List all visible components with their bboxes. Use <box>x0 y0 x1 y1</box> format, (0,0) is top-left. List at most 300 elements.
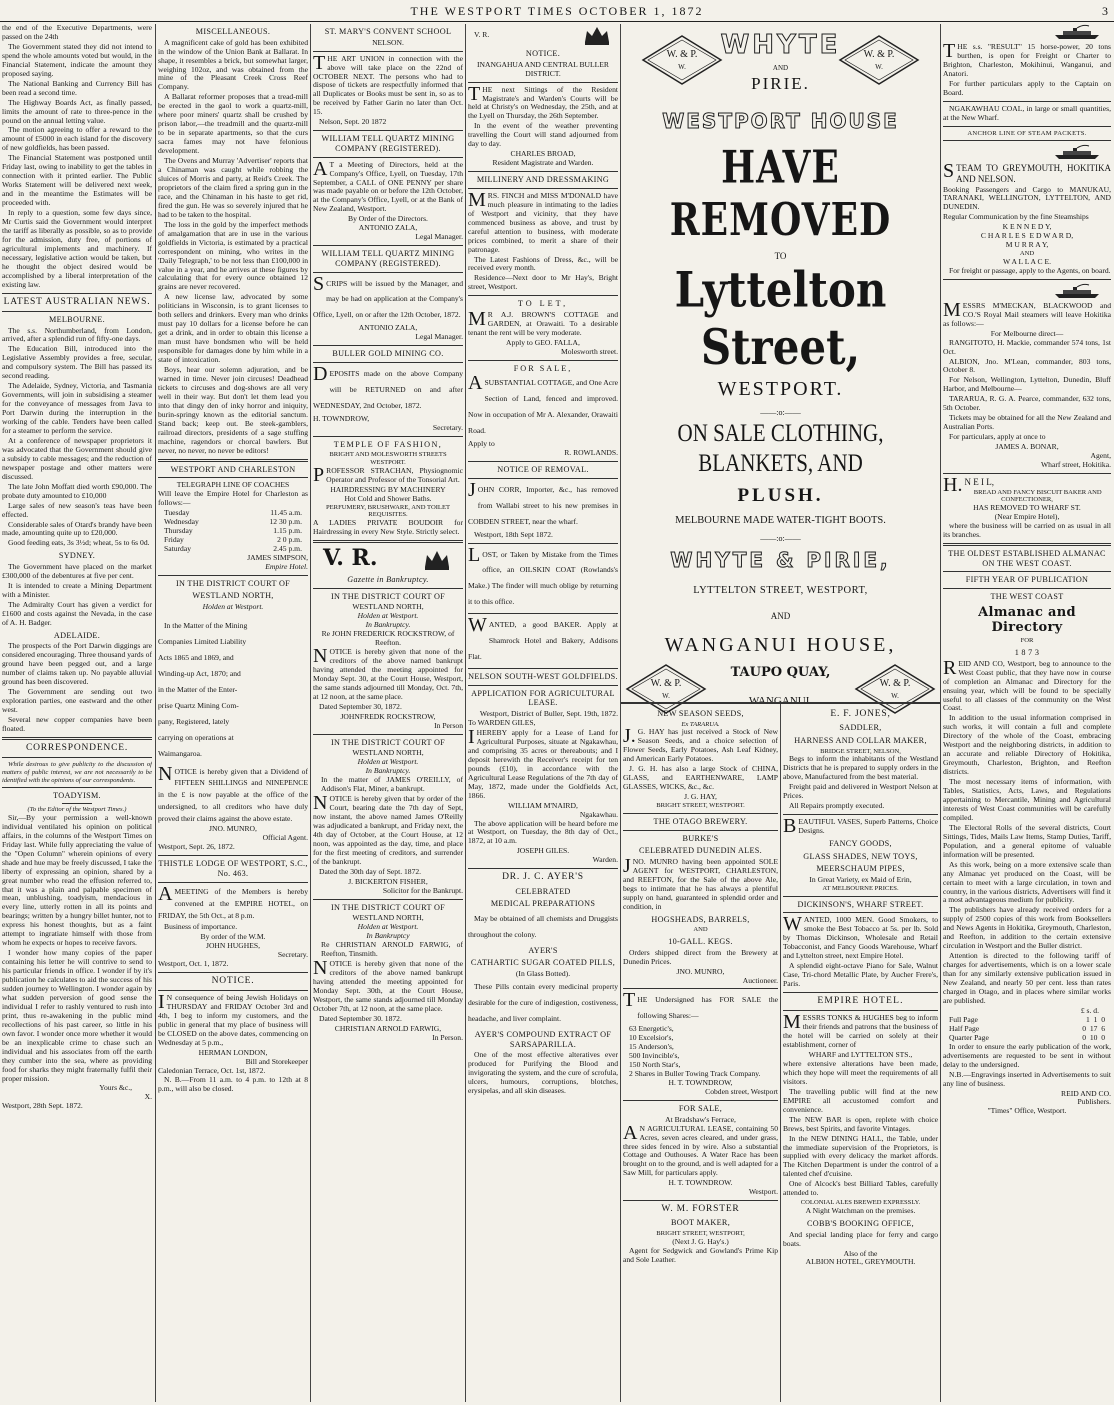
ad-signature: CHRISTIAN ARNOLD FARWIG, <box>334 1023 442 1033</box>
page-number: 3 <box>1102 4 1108 18</box>
ad-text: All Repairs promptly executed. <box>789 801 885 811</box>
masthead <box>0 0 1114 22</box>
letter-date: Westport, 28th Sept. 1872. <box>2 1101 83 1111</box>
ad-text: For particulars, apply at once to <box>949 432 1046 442</box>
ad-text: Also of the <box>843 1248 878 1258</box>
share-item: 150 North Star's, <box>629 1060 681 1070</box>
ad-text: COLONIAL ALES BREWED EXPRESSLY. <box>800 1199 921 1207</box>
letter-heading: TOADYISM. <box>53 791 101 801</box>
second-store-street: TAUPO QUAY, <box>730 665 831 681</box>
ad-subheading: COBB'S BOOKING OFFICE, <box>806 1218 915 1228</box>
divider <box>943 101 1111 102</box>
ad-text: To WARDEN GILES, <box>468 718 536 728</box>
sale-boots: MELBOURNE MADE WATER-TIGHT BOOTS. <box>675 515 886 527</box>
ad-text: HAIRDRESSING BY MACHINERY <box>330 484 446 494</box>
divider <box>2 293 152 294</box>
headline-street: Lyttelton Street, <box>674 261 887 376</box>
notice-text: THE next Sittings of the Resident Magistrate's and Warden's Courts will be held at Christy's on Wednesday, the 25th, and at the Lyell on Thursday, the 26th September. <box>468 82 618 121</box>
divider <box>468 82 618 83</box>
ad-heading: FOR SALE, <box>678 1103 723 1113</box>
ad-signature-role: Legal Manager. <box>415 232 463 242</box>
news-paragraph: The Government have placed on the market £300,000 of the debentures at five per cent. <box>2 562 152 581</box>
ad-text: Apply to <box>468 439 495 449</box>
ad-subheading: At Bradshaw's Ferrace, <box>665 1114 736 1124</box>
court-heading: IN THE DISTRICT COURT OF <box>330 591 446 601</box>
column-rule <box>465 24 466 1402</box>
ad-text: (In Glass Botted). <box>515 969 571 979</box>
ad-heading: TO LET, <box>517 299 569 309</box>
ship-name: W A L L A C E. <box>1002 256 1052 266</box>
ad-text: The travelling public will find at the new EMPIRE all accustomed comfort and convenience. <box>783 1086 938 1114</box>
ad-signature-role: Publishers. <box>1077 1097 1111 1107</box>
divider <box>468 188 618 189</box>
news-paragraph: At a conference of newspaper proprietors it was advocated that the Government should give a subsidy to cable messages; and the reduction of newspaper postage and other matters were discussed. <box>2 435 152 481</box>
divider <box>313 245 463 246</box>
ad-signature: ANTONIO ZALA, <box>358 223 418 233</box>
divider <box>2 757 152 758</box>
court-subheading: In Bankruptcy. <box>365 766 411 776</box>
divider <box>313 272 463 273</box>
timetable-day: Saturday <box>164 543 191 553</box>
ad-signature: JNO. MUNRO, <box>209 824 257 834</box>
news-paragraph: The Admiralty Court has given a verdict for £1600 and costs against the Nevada, in the case of A. H. Badger. <box>2 599 152 627</box>
ad-subheading: Ex TARARUA. <box>681 720 720 728</box>
court-text: in the Matter of the Enter- <box>158 684 238 694</box>
ad-text: A splendid eight-octave Piano for Sale, Walnut Case, Tri-chord Metallic Plate, by Aucher Frere's, Paris. <box>783 961 938 989</box>
ad-signature: WILLIAM M'NAIRD, <box>508 800 578 810</box>
news-paragraph: The motion agreeing to offer a reward to the amount of £5000 in each island for the discovery of new goldfields, has been passed. <box>2 125 152 153</box>
ad-text: By Order of the Directors. <box>348 214 428 224</box>
ad-heading: NOTICE OF REMOVAL. <box>497 465 589 475</box>
divider <box>158 972 308 973</box>
price-label: Full Page <box>949 1014 978 1024</box>
ad-heading: BULLER GOLD MINING CO. <box>332 349 444 359</box>
court-subheading: Holden at Westport. <box>202 602 264 612</box>
divider <box>313 734 463 735</box>
ad-subheading: BRIGHT AND MOLESWORTH STREETS <box>329 451 447 459</box>
brand-name: PIRIE. <box>751 74 810 93</box>
divider <box>623 813 778 814</box>
column-3 <box>313 24 463 1402</box>
timetable-day: Thursday <box>164 525 193 535</box>
ad-subheading: THE WEST COAST <box>990 591 1064 601</box>
court-subheading: Holden at Westport. <box>357 611 419 621</box>
news-paragraph: The prospects of the Port Darwin diggings are considered encouraging. Three thousand yards of ground have been pegged out, and a large number of claims taken up. No payable alluvial ground has been discovered. <box>2 641 152 687</box>
ad-signature: JOHNFREDK ROCKSTROW, <box>340 711 436 721</box>
court-subheading: In Bankruptcy <box>366 931 410 941</box>
divider <box>623 1100 778 1101</box>
divider <box>313 588 463 589</box>
ad-signature-role: Legal Manager. <box>415 332 463 342</box>
ad-text: ALBION, Jno. M'Lean, commander, 803 tons, October 8. <box>943 356 1111 375</box>
ad-text: Agent for Sedgwick and Gowland's Prime Kip and Sole Leather. <box>623 1245 778 1264</box>
ad-subheading: BOOT MAKER, <box>670 1218 731 1228</box>
price-value: 0 10 0 <box>1082 1032 1105 1042</box>
ad-text: J.G. HAY has just received a Stock of New Season Seeds, and a choice selection of Flower Seeds, Early Potatoes, Ash Leaf Kidney, and American Early Potatoes. <box>623 725 778 764</box>
divider <box>158 882 308 883</box>
news-paragraph: The Government stated they did not intend to spend the whole amounts voted but would, in the Financial Statement, indicate the amount they proposed saying. <box>2 41 152 78</box>
ad-text: And special landing place for ferry and cargo boats. <box>783 1229 938 1248</box>
divider <box>313 157 463 158</box>
ad-date: Nelson, Sept. 20 1872 <box>319 117 387 127</box>
divider <box>783 992 938 993</box>
ad-heading: TEMPLE OF FASHION, <box>333 439 443 449</box>
ad-address: Wharf street, Hokitika. <box>1040 460 1111 470</box>
ad-text: LOST, or Taken by Mistake from the Times office, an OILSKIN COAT (Rowlands's Make.) The finder will much oblige by returning it to this office. <box>468 543 618 607</box>
second-store: WANGANUI HOUSE, <box>664 633 897 656</box>
ad-text: MESSRS TONKS & HUGHES beg to inform their friends and patrons that the business of the hotel will be carried on solely at their establishment, corner of <box>783 1011 938 1050</box>
news-paragraph: In reply to a question, some few days since, Mr Curtis said the Government would interpret the tariff as liberally as possible, so as to provide for the admission, duty free, of portions of agricultural implements and machinery. If necessary, legislative action would be taken, but he thought the object desired would be accomplished by a liberal interpretation of the existing law. <box>2 208 152 289</box>
ad-text: MRS. FINCH and MISS M'DONALD have much pleasure in intimating to the ladies of Westport and vicinity, that they have commenced business as above, and trust by careful attention to business, with moderate prices combined, to merit a share of their patronage. <box>468 188 618 254</box>
newspaper-title: THE WESTPORT TIMES OCTOBER 1, 1872 <box>410 4 704 18</box>
divider <box>943 126 1111 127</box>
ad-text: Begs to inform the inhabitants of the Westland Districts that he is prepared to supply orders in the above, Manufactured from the best material. <box>783 754 938 782</box>
ad-heading: FOR SALE, <box>513 363 573 373</box>
column-4 <box>468 24 618 1402</box>
ad-subheading: MEERSCHAUM PIPES, <box>816 864 905 874</box>
timetable-time: 2 0 p.m. <box>277 534 302 544</box>
brand-address: LYTTELTON STREET, WESTPORT, <box>693 584 868 596</box>
court-text: Re CHRISTIAN ARNOLD FARWIG, of Reefton, Tinsmith. <box>321 940 463 959</box>
ad-text: The above application will be heard before me at Westport, on Tuesday, the 8th day of Oct., 1872, at 10 a.m. <box>468 818 618 846</box>
ad-signature: J. G. HAY, <box>684 792 717 802</box>
ad-text: SCRIPS will be issued by the Manager, and may be had on application at the Company's Office, Lyell, on or after the 12th October, 1872. <box>313 272 463 320</box>
royal-cypher: V. R. <box>474 29 490 39</box>
divider <box>783 912 938 913</box>
court-heading: IN THE DISTRICT COURT OF <box>330 737 446 747</box>
ad-heading: DR. J. C. AYER'S <box>502 872 584 883</box>
ad-subheading: CELEBRATED <box>515 886 571 896</box>
ad-heading: NELSON SOUTH-WEST GOLDFIELDS. <box>468 672 618 682</box>
ad-signature: ANTONIO ZALA, <box>358 323 418 333</box>
ad-text: The most necessary items of information, with Tables, Statistics, Acts, Laws, and Regulations appertaining to Mercantile, Mining and Agricultural interests of West Coast communities will be carefully compiled. <box>943 777 1111 822</box>
ad-text: The NEW BAR is open, replete with choice Brews, best Spirits, and favorite Vintages. <box>783 1114 938 1133</box>
divider <box>158 855 308 856</box>
ad-heading: THE OTAGO BREWERY. <box>653 816 748 826</box>
notice-text: IN consequence of being Jewish Holidays on THURSDAY and FRIDAY October 3rd and 4th, I beg to inform my customers, and the public in general that my place of business will be CLOSED on the above dates, commencing on Wednesday at 5 p.m., <box>158 991 308 1047</box>
divider <box>313 362 463 363</box>
ad-heading: W. M. FORSTER <box>661 1204 740 1215</box>
divider <box>158 990 308 991</box>
ad-text: May be obtained of all chemists and Druggists throughout the colony. <box>468 913 618 939</box>
divider <box>158 459 308 462</box>
ad-subheading: SADDLER, <box>839 723 882 733</box>
divider <box>468 668 618 669</box>
divider <box>943 140 1111 141</box>
divider <box>158 575 308 576</box>
ship-name: M U R R A Y, <box>1005 240 1049 250</box>
notice-text: NOTICE is hereby given that a Dividend of FIFTEEN SHILLINGS and NINEPENCE in the £ is now payable at the office of the undersigned, to all creditors who have duly proved their claims against the above estate. <box>158 762 308 823</box>
divider <box>943 543 1111 546</box>
ad-text: In the NEW DINING HALL, the Table, under the immediate supervision of the Proprietors, is supplied with every delicacy the market affords. The Kitchen Department is under the control of a talented chef d'cuisine. <box>783 1133 938 1179</box>
news-paragraph: The Adelaide, Sydney, Victoria, and Tasmania Governments, will join in subsidising a steamer for the conveyance of messages from Java to Port Darwin during the interruption in the working of the cable. Tenders have been called for a steamer to perform the service. <box>2 381 152 435</box>
ad-text: MESSRS M'MECKAN, BLACKWOOD and CO.'S Royal Mail steamers will leave Hokitika as follows:— <box>943 298 1111 328</box>
ad-signature: H. TOWNDROW, <box>313 413 370 423</box>
ad-heading: WILLIAM TELL QUARTZ MINING COMPANY (REGISTERED). <box>321 249 455 268</box>
ad-signature-role: Resident Magistrate and Warden. <box>492 158 594 168</box>
ad-address: "Times" Office, Westport. <box>987 1106 1067 1116</box>
ad-heading: MILLINERY AND DRESSMAKING <box>476 175 610 185</box>
ad-text: These Pills contain every medicinal property desirable for the cure of indigestion, costiveness, headache, and liver complaint. <box>468 982 618 1023</box>
brand-and: AND <box>772 64 789 72</box>
court-text: NOTICE is hereby given that none of the creditors of the above named bankrupt having attended the meeting appointed for Monday Sept. 30th, at the Court House, Westport, the same stands adjourned till Monday October 7th, at 12 noon, at the same place. <box>313 957 463 1013</box>
ad-text: STEAM TO GREYMOUTH, HOKITIKA AND NELSON. <box>943 160 1111 184</box>
ad-text: AN AGRICULTURAL LEASE, containing 50 Acres, seven acres cleared, and under grass, three sides fenced in by wire. Also a substantial Cottage and Outhouses. A Water Race has been brought on to the ground, and is well adapted for a Saw Mill, for particulars apply. <box>623 1121 778 1178</box>
ad-date: Westport, 18th Sept 1872. <box>474 529 553 539</box>
ad-text: TARARUA, R. G. A. Pearce, commander, 632 tons, 5th October. <box>943 394 1111 413</box>
divider <box>468 461 618 462</box>
ad-heading: NOTICE. <box>525 49 561 58</box>
share-item: 500 Invincible's, <box>629 1051 680 1061</box>
ad-address: BRIGHT STREET, WESTPORT, <box>656 1230 745 1238</box>
ad-text: IHEREBY apply for a Lease of Land for Agricultural Purposes, situate at Ngakawhau, and comprising 35 acres or thereabouts; and I deposit herewith the Receiver's receipt for ten pounds (£10), in accordance with the Agricultural Lease Regulations of the 7th day of May, 1872, made under the Goldfields Act, 1866. <box>468 726 618 800</box>
badge-text: W. & P. <box>650 678 682 690</box>
steamer-icon <box>1053 24 1103 40</box>
ad-text: BEAUTIFUL VASES, Superb Patterns, Choice Designs. <box>783 815 938 838</box>
divider <box>468 613 618 614</box>
ad-signature-role: Warden. <box>592 855 618 865</box>
ad-text: where the business will be carried on as usual in all its branches. <box>943 521 1111 539</box>
ad-signature-role: Secretary. <box>277 949 308 959</box>
sale-plush: PLUSH. <box>737 484 824 506</box>
court-text: NOTICE is hereby given that none of the creditors of the above named bankrupt having attended the meeting appointed for Monday Sept. 30, at the Court House, Westport, the same stands adjourned till Monday, Oct. 7th, at 12 noon, at the same place. <box>313 645 463 701</box>
ad-text: For Melbourne direct— <box>990 328 1064 338</box>
ad-text: REID AND CO, Westport, beg to announce to the West Coast public, that they have now in course of completion an Almanac and Directory for the ensuing year, which will be found to be specially useful to all classes of the community on the West Coast. <box>943 656 1111 713</box>
divider <box>313 540 463 543</box>
court-text: Acts 1865 and 1869, and <box>158 652 234 662</box>
court-heading: WESTLAND NORTH, <box>192 591 274 601</box>
store-name: WESTPORT HOUSE <box>662 109 899 133</box>
ship-name: C H A R L E S E D W A R D, <box>980 231 1074 241</box>
ad-date: Dated September 30. 1872. <box>319 1013 402 1023</box>
column-rule <box>620 24 621 1402</box>
divider <box>158 477 308 478</box>
notice-text: In the event of the weather preventing travelling the Court will stand adjourned from day to day. <box>468 121 618 149</box>
ad-heading: APPLICATION FOR AGRICULTURAL LEASE. <box>471 688 615 708</box>
ad-heading: ANCHOR LINE OF STEAM PACKETS. <box>967 129 1087 137</box>
ad-text: THE ART UNION in connection with the above will take place on the 22nd of OCTOBER NEXT. The persons who had to dispose of tickets are respectfully informed that all Duplicates or Books must be sent in, so as to be received by Father Garin no later than Oct. 15. <box>313 51 463 117</box>
ad-text: PROFESSOR STRACHAN, Physiognomic Operator and Professor of the Tonsorial Art. <box>313 463 463 486</box>
price-table-header: £ s. d. <box>1080 1005 1099 1015</box>
letter-address: (To the Editor of the Westport Times.) <box>27 806 127 814</box>
ad-address: Westport. <box>748 1187 778 1197</box>
subheading: SYDNEY. <box>58 551 96 561</box>
ad-subheading: ALBION HOTEL, GREYMOUTH. <box>805 1257 916 1267</box>
court-text: carrying on operations at <box>158 732 234 742</box>
ad-signature-role: Agent, <box>1090 451 1111 461</box>
news-paragraph: A Ballarat reformer proposes that a tread-mill be erected in the gaol to work a quartz-mill, where poor miners' quartz shall be crushed by prison labor,—the treadmill and the quartz-mill to be in separate apartments, so that the curs sacra fames may not have felonious development. <box>158 92 308 156</box>
royal-cypher: V. R. <box>323 545 378 572</box>
divider <box>468 543 618 544</box>
news-paragraph: Good feeding eats, 3s 3½d; wheat, 5s to 6s 0d. <box>8 538 150 548</box>
notice-text: N. B.—From 11 a.m. to 4 p.m. to 12th at 8 p.m., will also be closed. <box>158 1074 308 1093</box>
headline-to: TO <box>774 250 787 261</box>
divider <box>623 1200 778 1201</box>
ad-signature-role: Ngakawhau. <box>579 809 618 819</box>
section-heading: MISCELLANEOUS. <box>195 27 271 36</box>
news-paragraph: The Government are sending out two exploration parties, one eastward and the other west. <box>2 687 152 715</box>
timetable-day: Wednesday <box>164 517 199 526</box>
ad-text: The publishers have already received orders for a supply of 2500 copies of this work from Booksellers and News Agents in Hokitika, Greymouth, Charleston, and Reefton, in addition to the certain extensive circulation in Westport and the Buller district. <box>943 905 1111 951</box>
subheading: ADELAIDE. <box>53 630 101 640</box>
ad-signature-role: Auctioneer. <box>742 975 778 985</box>
column-rule <box>940 24 941 1402</box>
ad-text: Attention is directed to the following tariff of charges for advertisements, which is on a lower scale than for any similarly extensive publication issued in New Zealand, and nearly 50 per cent. less than rates charged in Otago, and in places where similar works are published. <box>943 951 1111 1005</box>
ad-text: Will leave the Empire Hotel for Charleston as follows:— <box>158 489 308 508</box>
ad-signature-role: In Person. <box>432 1032 463 1042</box>
badge-text: W. & P. <box>666 49 698 60</box>
section-heading: Gazette in Bankruptcy. <box>347 575 429 585</box>
crown-icon <box>582 24 612 46</box>
ad-subheading: CELEBRATED DUNEDIN ALES. <box>639 846 762 856</box>
brand-name: WHYTE & PIRIE, <box>670 548 891 573</box>
ad-text: Orders shipped direct from the Brewery at Dunedin Prices. <box>623 947 778 966</box>
ad-subheading: WHARF and LYTTELTON STS., <box>808 1049 913 1059</box>
ad-date: Caledonian Terrace, Oct. 1st, 1872. <box>158 1065 266 1075</box>
almanac-year: 1 8 7 3 <box>1014 648 1040 658</box>
ad-signature: JOSEPH GILES. <box>516 846 570 856</box>
ad-text: WANTED, 1000 MEN. Good Smokers, to smoke the Best Tobacco at 5s. per lb. Sold by Thomas Dickinson, Wholesale and Retail Tobacconist, and Fancy Goods Warehouse, Wharf and Lyttelton street, next Empire Hotel. <box>783 913 938 961</box>
column-2 <box>158 24 308 1402</box>
news-paragraph: It is intended to create a Mining Department with a Minister. <box>2 580 152 599</box>
column-5a <box>623 706 778 1402</box>
ad-subheading: GLASS SHADES, NEW TOYS, <box>803 851 918 861</box>
ad-signature: R. ROWLANDS. <box>564 448 618 458</box>
court-subheading: Holden at Westport. <box>357 922 419 932</box>
sale-line: ON SALE CLOTHING, BLANKETS, AND <box>677 418 884 477</box>
ad-signature-role: Solicitor for the Bankrupt. <box>382 885 463 895</box>
timetable-day: Friday <box>164 534 184 544</box>
ad-text: As this work, being on a more extensive scale than any Almanac yet produced on the Coast, will be certain to meet with a large circulation, in town and country, in the various districts, Advertisers will find it a most advantageous medium for publicity. <box>943 859 1111 905</box>
ad-heading: WESTPORT AND CHARLESTON <box>170 464 296 474</box>
timetable-time: 11.45 a.m. <box>270 508 302 518</box>
divider <box>783 1010 938 1011</box>
divider <box>623 988 778 989</box>
court-heading: WESTLAND NORTH, <box>352 913 424 923</box>
ad-text: A LADIES PRIVATE BOUDOIR for Hairdressing in every New Style. Strictly select. <box>313 518 463 537</box>
news-paragraph: The Education Bill, introduced into the Legislative Assembly provides a free, secular, and compulsory system. The Bill has passed its second reading. <box>2 344 152 381</box>
ad-text: In addition to the usual information comprised in such works, it will contain a full and complete Directory of the whole of the Coast, embracing Westport and the neighboring districts, in addition to an accurate and reliable Directory of Hokitika, Greymouth, Charleston, Brighton, and Reefton districts. <box>943 713 1111 777</box>
ad-subheading: 10-GALL. KEGS. <box>668 937 733 946</box>
ad-text: Apply to GEO. FALLA, <box>506 337 580 347</box>
price-label: Half Page <box>949 1023 980 1033</box>
brand-badge-right <box>838 34 920 88</box>
letter-signoff: Yours &c., <box>99 1083 132 1093</box>
ad-signature-role: Official Agent. <box>262 833 308 843</box>
ad-heading: THISTLE LODGE OF WESTPORT, S.C., No. 463. <box>158 859 308 878</box>
letter-paragraph: I wonder how many copies of the paper containing his letter he will contrive to send to his particular friends in office. I wonder if by it's publication he calculates to aid the success of his sudden journey to Wellington. I wonder again by what sudden perversion of good sense the individual I refer to rashly ventured to rush into print, thus re-awakening in the public mind recollections of his past career, so little in his own favor. I wonder once more whether it would be an inexplicable crime to chase such an individual and his associates from off the earth they cumber into the sea, where as providing food for sharks they might fraternally fulfil their proper mission. <box>2 948 152 1083</box>
column-rule <box>780 704 781 1402</box>
ad-subheading: FIFTH YEAR OF PUBLICATION <box>965 575 1089 585</box>
ad-subheading: HAS REMOVED TO WHARF ST. <box>973 503 1081 513</box>
court-text: NOTICE is hereby given that by order of the Court, bearing date the 7th day of Sept, now instant, the above named James O'Reilly was adjudicated a bankrupt, and Friday next, the 4th day of October, at the Court House, at 12 noon, was appointed as the day, time, and place for the first meeting of creditors, and surrender of the bankrupt. <box>313 792 463 866</box>
ad-text: Hot Cold and Shower Baths. <box>344 493 432 503</box>
divider <box>468 295 618 296</box>
news-paragraph: Considerable sales of Otard's brandy have been made, amounting quite up to £20,000. <box>2 519 152 538</box>
ad-text: DEPOSITS made on the above Company will be RETURNED on and after WEDNESDAY, 2nd October, 1872. <box>313 362 463 410</box>
news-paragraph: The s.s. Northumberland, from London, arrived, after a splendid run of fifty-one days. <box>2 325 152 344</box>
court-subheading: Holden at Westport. <box>357 757 419 767</box>
ship-list <box>943 223 1111 250</box>
column-rule <box>310 24 311 1402</box>
news-paragraph: A magnificent cake of gold has been exhibited in the window of the Union Bank at Ballarat. In shape, it resembles a brick, but somewhat larger, weighing 102oz, and was obtained from the mine of the Pleasant Creek Cross Reef Company. <box>158 37 308 92</box>
ad-text: A Night Watchman on the premises. <box>805 1206 916 1215</box>
column-7 <box>943 24 1111 1402</box>
divider <box>623 830 778 831</box>
ad-subheading: NELSON. <box>372 37 404 47</box>
ad-signature-place: Empire Hotel. <box>265 561 308 571</box>
ad-date: Dated the 30th day of Sept. 1872. <box>319 866 422 876</box>
ad-signature: CHARLES BROAD, <box>510 149 576 159</box>
ad-signature: HERMAN LONDON, <box>198 1047 268 1057</box>
ad-text: where extensive alterations have been made, which they hope will meet the requirements of all visitors. <box>783 1058 938 1086</box>
ship-name: K E N N E D Y, <box>1002 222 1052 232</box>
price-value: 0 17 6 <box>1082 1023 1105 1033</box>
divider <box>468 478 618 479</box>
ad-signature: JOHN HUGHES, <box>205 940 260 950</box>
ad-subheading: FANCY GOODS, <box>829 838 892 848</box>
court-heading: WESTLAND NORTH, <box>352 748 424 758</box>
ad-text: WANTED, a good BAKER. Apply at Shamrock Hotel and Bakery, Addisons Flat. <box>468 614 618 662</box>
ad-address: (Next J. G. Hay's.) <box>672 1236 729 1246</box>
badge-subtext: W. <box>662 692 670 701</box>
ad-subheading: HOGSHEADS, BARRELS, <box>651 914 750 924</box>
crown-icon <box>421 547 453 571</box>
ad-subheading: AYER'S COMPOUND EXTRACT OF SARSAPARILLA. <box>474 1029 612 1049</box>
divider <box>313 436 463 437</box>
ad-text: JOHN CORR, Importer, &c., has removed from Wallabi street to his new premises in COBDEN STREET, near the wharf. <box>468 478 618 526</box>
ad-subheading: WESTPORT. <box>370 459 406 467</box>
ad-signature-role: Secretary. <box>432 422 463 432</box>
ad-signature: REID AND CO. <box>1061 1088 1111 1098</box>
ad-heading: WILLIAM TELL QUARTZ MINING COMPANY (REGISTERED). <box>321 134 455 153</box>
news-paragraph: the end of the Executive Departments, were passed on the 24th <box>2 24 152 41</box>
divider <box>468 360 618 361</box>
badge-subtext: W. <box>678 63 686 71</box>
ad-text: Freight paid and delivered in Westport Nelson at Prices. <box>783 782 938 801</box>
ad-text: One of the most effective alteratives ever produced for Purifying the Blood and invigorating the system, and the cure of scrofula, ulcers, humours, corruptions, blotches, erysipelas, and all skin diseases. <box>468 1050 618 1095</box>
divider <box>468 868 618 869</box>
column-rule <box>155 24 156 1402</box>
ad-signature: JAMES SIMPSON, <box>247 552 308 562</box>
news-paragraph: The Ovens and Murray 'Advertiser' reports that a Chinaman was caught while robbing the sluices of Morris and party, at Reid's Creek. The proprietors of the claim fired a spring gun in the race, and the Chinaman in his haste to get rid, fired the gun. He was so severely injured that he had to be taken to the hospital. <box>158 156 308 219</box>
ad-signature: JNO. MUNRO, <box>676 966 725 976</box>
price-table <box>943 1016 1111 1043</box>
ad-subheading: AND <box>693 926 708 934</box>
share-item: 2 Shares in Buller Towing Track Company. <box>629 1069 761 1079</box>
ad-text: Molesworth street. <box>561 346 618 356</box>
ad-signature: H. T. TOWNDROW. <box>668 1178 733 1188</box>
steamer-icon <box>1053 283 1103 299</box>
ad-text: The Electoral Rolls of the several districts, Court Sittings, Tides, Mails Law Items, Stamp Duties, Tariff, Population, and a general epitome of valuable information will be presented. <box>943 822 1111 859</box>
ad-heading: EMPIRE HOTEL. <box>817 995 904 1006</box>
subheading: MELBOURNE. <box>49 314 105 324</box>
ad-subheading: FOR <box>1020 637 1034 645</box>
notice-text: By order of the W.M. <box>200 932 266 941</box>
court-text: prise Quartz Mining Com- <box>158 700 239 710</box>
ad-signature-role: Bill and Storekeeper <box>245 1056 308 1066</box>
ad-text: THE s.s. "RESULT" 15 horse-power, 20 tons burthen, is open for Freight or Charter to Brighton, Charleston, Mokihinui, Wanganui, and Anatori. <box>943 39 1111 78</box>
court-heading: WESTLAND NORTH, <box>352 602 424 612</box>
court-text: pany, Registered, lately <box>158 716 230 726</box>
news-paragraph: The Financial Statement was postponed until Friday last, owing to inability to get the tables in connection with it printed earlier. The Public Works Statement will be delivered next week, and in the meantime the Estimates will be proceeded with. <box>2 153 152 208</box>
court-text: Companies Limited Liability <box>158 636 247 646</box>
divider <box>2 787 152 788</box>
ad-subheading: INANGAHUA AND CENTRAL BULLER DISTRICT. <box>477 59 609 78</box>
news-paragraph: The late John Moffatt died worth £90,000. The probate duty amounted to £10,000 <box>2 481 152 500</box>
timetable-time: 2.45 p.m. <box>273 543 302 553</box>
ad-text: The Latest Fashions of Dress, &c., will be received every month. <box>468 254 618 273</box>
